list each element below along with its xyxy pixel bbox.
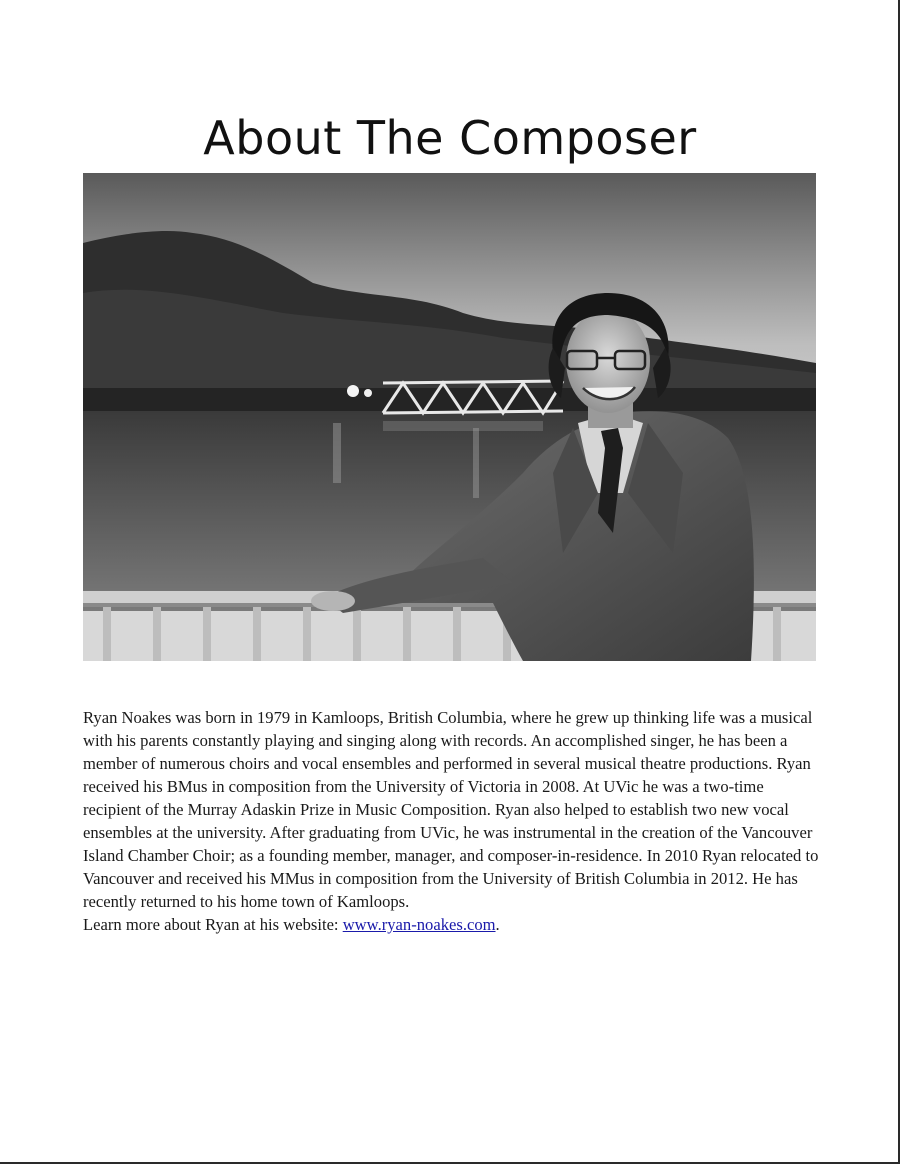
learn-more-prefix: Learn more about Ryan at his website: [83,915,343,934]
learn-more-suffix: . [495,915,500,934]
composer-bio [83,706,823,936]
composer-photo [83,173,816,661]
bio-paragraph: Ryan Noakes was born in 1979 in Kamloops, British Columbia, where he grew up thinking life was a musical with his parents constantly playing and singing along with records. An accomplished singer, he has been a member of numerous choirs and vocal ensembles and performed in several musical theatre productions. Ryan received his BMus in composition from the University of Victoria in 2008. At UVic he was a two-time recipient of the Murray Adaskin Prize in Music Composition. Ryan also helped to establish two new vocal ensembles at the university. After graduating from UVic, he was instrumental in the creation of the Vancouver Island Chamber Choir; as a founding member, manager, and composer-in-residence. In 2010 Ryan relocated to Vancouver and received his MMus in composition from the University of British Columbia in 2012. He has recently returned to his home town of Kamloops. [83,708,819,911]
learn-more-line [83,913,823,936]
page-title: About The Composer [203,110,697,165]
website-link[interactable]: www.ryan-noakes.com [342,915,496,934]
